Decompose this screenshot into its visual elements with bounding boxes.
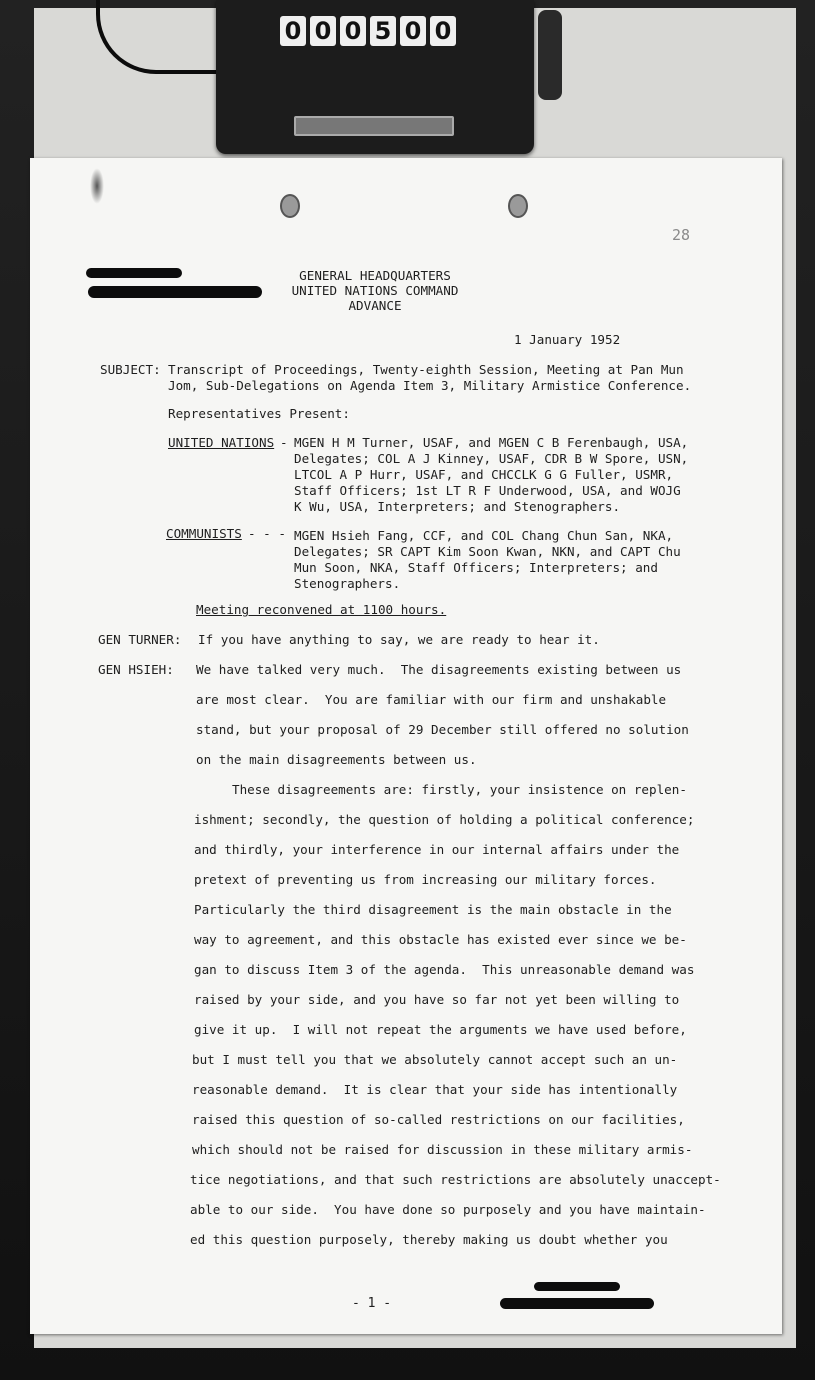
un-line: K Wu, USA, Interpreters; and Stenographers. — [294, 499, 621, 514]
subject-label: SUBJECT: — [100, 362, 161, 377]
paragraph-line: give it up. I will not repeat the arguments we have used before, — [194, 1022, 687, 1037]
communists-line: Stenographers. — [294, 576, 401, 591]
paragraph-line: Particularly the third disagreement is the main obstacle in the — [194, 902, 672, 917]
meeting-note: Meeting reconvened at 1100 hours. — [196, 602, 447, 617]
counter-digit: 0 — [400, 16, 426, 46]
speech-line: are most clear. You are familiar with our firm and unshakable — [196, 692, 667, 707]
paragraph-line: tice negotiations, and that such restrictions are absolutely unaccept- — [190, 1172, 721, 1187]
communists-dash: - - - — [248, 526, 286, 541]
letterhead-line: GENERAL HEADQUARTERS — [299, 268, 451, 283]
paragraph-line: raised this question of so-called restrictions on our facilities, — [192, 1112, 685, 1127]
paragraph-line: These disagreements are: firstly, your insistence on replen- — [232, 782, 687, 797]
punch-hole-right — [508, 194, 528, 218]
speaker-label: GEN TURNER: — [98, 632, 182, 647]
communists-line: Delegates; SR CAPT Kim Soon Kwan, NKN, and CAPT Chu — [294, 544, 681, 559]
paragraph-line: reasonable demand. It is clear that your side has intentionally — [192, 1082, 678, 1097]
counter-slot — [294, 116, 454, 136]
counter-digit: 0 — [280, 16, 306, 46]
communists-label: COMMUNISTS — [166, 526, 242, 541]
paragraph-line: way to agreement, and this obstacle has existed ever since we be- — [194, 932, 687, 947]
speech-line: stand, but your proposal of 29 December still offered no solution — [196, 722, 689, 737]
paragraph-line: pretext of preventing us from increasing our military forces. — [194, 872, 657, 887]
paragraph-line: ishment; secondly, the question of holding a political conference; — [194, 812, 695, 827]
un-label: UNITED NATIONS — [168, 435, 275, 450]
letterhead-line: ADVANCE — [348, 298, 402, 313]
redaction-bar — [88, 286, 262, 298]
paragraph-line: able to our side. You have done so purposely and you have maintain- — [190, 1202, 706, 1217]
speech-line: We have talked very much. The disagreements existing between us — [196, 662, 682, 677]
paragraph-line: and thirdly, your interference in our internal affairs under the — [194, 842, 680, 857]
paper-stain — [90, 168, 104, 204]
punch-hole-left — [280, 194, 300, 218]
letterhead — [280, 268, 470, 313]
un-dash: - — [280, 435, 288, 450]
redaction-bar — [86, 268, 182, 278]
paragraph-line: which should not be raised for discussion in these military armis- — [192, 1142, 693, 1157]
speaker-label: GEN HSIEH: — [98, 662, 174, 677]
counter-digit: 0 — [340, 16, 366, 46]
frame-counter — [216, 0, 534, 154]
un-line: Staff Officers; 1st LT R F Underwood, USA, and WOJG — [294, 483, 681, 498]
counter-digit: 5 — [370, 16, 396, 46]
paragraph-line: ed this question purposely, thereby making us doubt whether you — [190, 1232, 668, 1247]
letterhead-line: UNITED NATIONS COMMAND — [291, 283, 459, 298]
communists-line: Mun Soon, NKA, Staff Officers; Interpreters; and — [294, 560, 658, 575]
page-footer: - 1 - — [352, 1296, 392, 1311]
document-page — [30, 158, 782, 1334]
speech-line: on the main disagreements between us. — [196, 752, 477, 767]
un-line: MGEN H M Turner, USAF, and MGEN C B Ferenbaugh, USA, — [294, 435, 689, 450]
document-date: 1 January 1952 — [514, 332, 621, 347]
counter-digits — [280, 16, 456, 46]
speech-line: If you have anything to say, we are ready to hear it. — [198, 632, 600, 647]
un-line: Delegates; COL A J Kinney, USAF, CDR B W Spore, USN, — [294, 451, 689, 466]
subject-line: Jom, Sub-Delegations on Agenda Item 3, Military Armistice Conference. — [168, 378, 692, 393]
representatives-heading: Representatives Present: — [168, 406, 350, 421]
paragraph-line: but I must tell you that we absolutely cannot accept such an un- — [192, 1052, 678, 1067]
counter-digit: 0 — [430, 16, 456, 46]
paragraph-line: raised by your side, and you have so far not yet been willing to — [194, 992, 680, 1007]
communists-line: MGEN Hsieh Fang, CCF, and COL Chang Chun San, NKA, — [294, 528, 674, 543]
paragraph-line: gan to discuss Item 3 of the agenda. This unreasonable demand was — [194, 962, 695, 977]
subject-line: Transcript of Proceedings, Twenty-eighth Session, Meeting at Pan Mun — [168, 362, 684, 377]
counter-digit: 0 — [310, 16, 336, 46]
page-mark: 28 — [672, 226, 691, 244]
redaction-bar — [534, 1282, 620, 1291]
un-line: LTCOL A P Hurr, USAF, and CHCCLK G G Fuller, USMR, — [294, 467, 674, 482]
counter-knob — [538, 10, 562, 100]
redaction-bar — [500, 1298, 654, 1309]
